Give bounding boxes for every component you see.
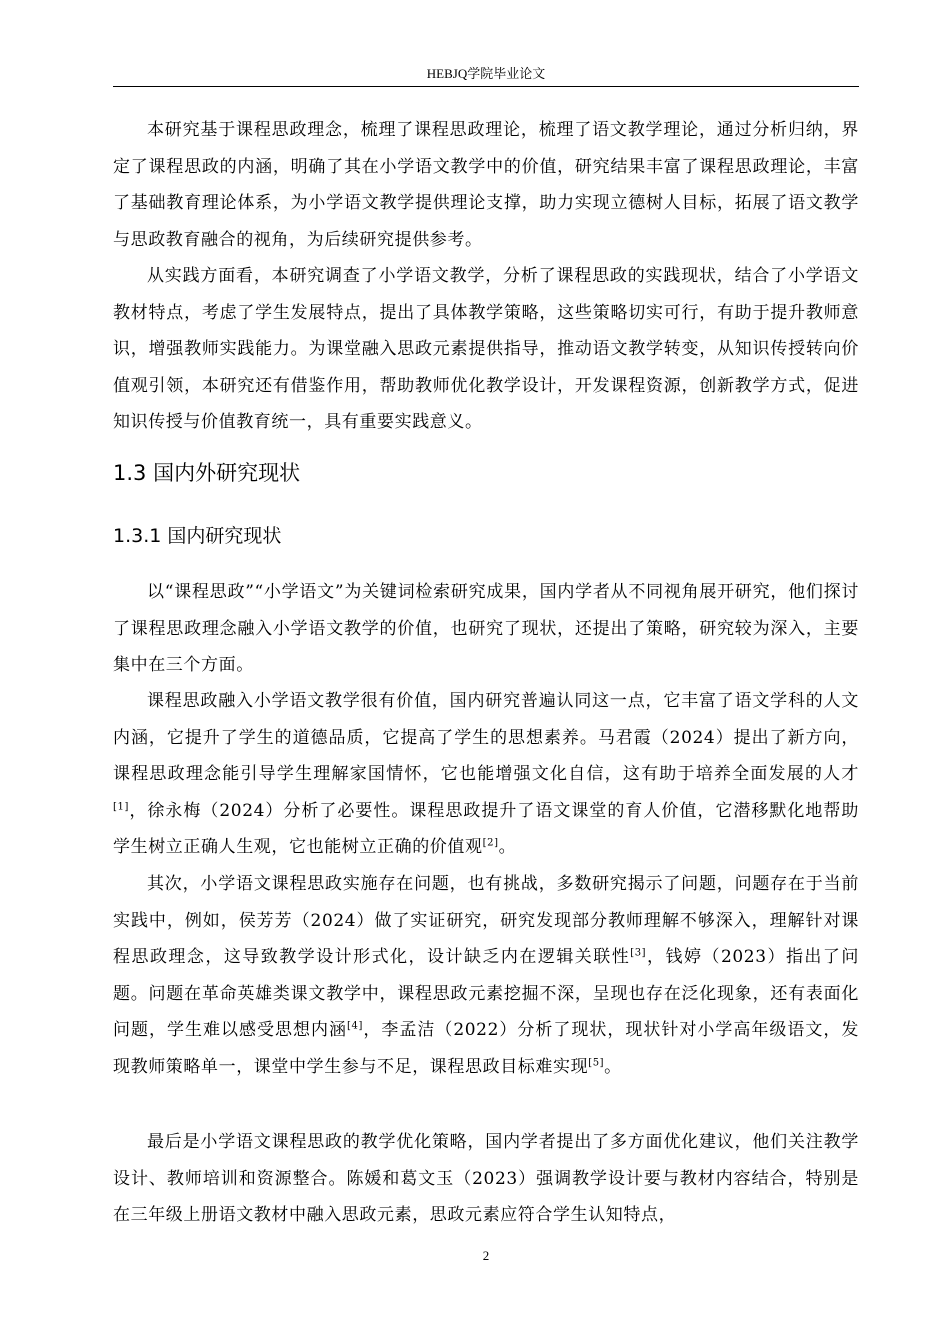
running-header: HEBJQ学院毕业论文 [426, 66, 546, 81]
header-rule [113, 86, 859, 87]
paragraph-domestic-overview: 以“课程思政”“小学语文”为关键词检索研究成果，国内学者从不同视角展开研究，他们探讨了课程思政理念融入小学语文教学的价值，也研究了现状，还提出了策略，研究较为深入，主要集中在三个方面。 [113, 582, 859, 675]
paragraph-strategy-research: 最后是小学语文课程思政的教学优化策略，国内学者提出了多方面优化建议，他们关注教学设计、教师培训和资源整合。陈媛和葛文玉（2023）强调教学设计要与教材内容结合，特别是在三年级上册语文教材中融入思政元素，思政元素应符合学生认知特点， [113, 1132, 859, 1225]
subsection-heading: 1.3.1 国内研究现状 [113, 525, 282, 547]
paragraph-value-research [113, 683, 859, 866]
section-heading: 1.3 国内外研究现状 [113, 461, 301, 485]
paragraph-practical-significance: 从实践方面看，本研究调查了小学语文教学，分析了课程思政的实践现状，结合了小学语文教材特点，考虑了学生发展特点，提出了具体教学策略，这些策略切实可行，有助于提升教师意识，增强教师实践能力。为课堂融入思政元素提供指导，推动语文教学转变，从知识传授转向价值观引领，本研究还有借鉴作用，帮助教师优化教学设计，开发课程资源，创新教学方式，促进知识传授与价值教育统一，具有重要实践意义。 [113, 266, 859, 432]
paragraph-problems-research [113, 866, 859, 1085]
text-run: 。 [604, 1056, 622, 1077]
text-run: 课程思政融入小学语文教学很有价值，国内研究普遍认同这一点，它丰富了语文学科的人文内涵，它提升了学生的道德品质，它提高了学生的思想素养。马君霞（2024）提出了新方向，课程思政理念能引导学生理解家国情怀，它也能增强文化自信，这有助于培养全面发展的人才 [113, 691, 859, 784]
text-run: 。 [498, 837, 517, 857]
text-run: ，李孟洁（2022）分析了现状，现状针对小学高年级语文，发现教师策略单一，课堂中学生参与不足，课程思政目标难实现 [113, 1020, 859, 1077]
text-run: ，钱婷（2023）指出了问题。问题在革命英雄类课文教学中，课程思政元素挖掘不深，呈现也存在泛化现象，还有表面化问题，学生难以感受思想内涵 [113, 947, 859, 1040]
text-run: 其次，小学语文课程思政实施存在问题，也有挑战，多数研究揭示了问题，问题存在于当前实践中，例如，侯芳芳（2024）做了实证研究，研究发现部分教师理解不够深入，理解针对课程思政理念，这导致教学设计形式化，设计缺乏内在逻辑关联性 [113, 874, 859, 967]
paragraph-theoretical-significance: 本研究基于课程思政理念，梳理了课程思政理论，梳理了语文教学理论，通过分析归纳，界定了课程思政的内涵，明确了其在小学语文教学中的价值，研究结果丰富了课程思政理论，丰富了基础教育理论体系，为小学语文教学提供理论支撑，助力实现立德树人目标，拓展了语文教学与思政教育融合的视角，为后续研究提供参考。 [113, 120, 859, 250]
citation: [1] [113, 800, 129, 812]
text-run: ，徐永梅（2024）分析了必要性。课程思政提升了语文课堂的育人价值，它潜移默化地帮助学生树立正确人生观，它也能树立正确的价值观 [113, 800, 859, 857]
page-number: 2 [482, 1248, 490, 1263]
citation: [3] [630, 947, 647, 959]
citation: [2] [482, 837, 499, 849]
citation: [4] [346, 1020, 363, 1032]
citation: [5] [588, 1056, 605, 1068]
